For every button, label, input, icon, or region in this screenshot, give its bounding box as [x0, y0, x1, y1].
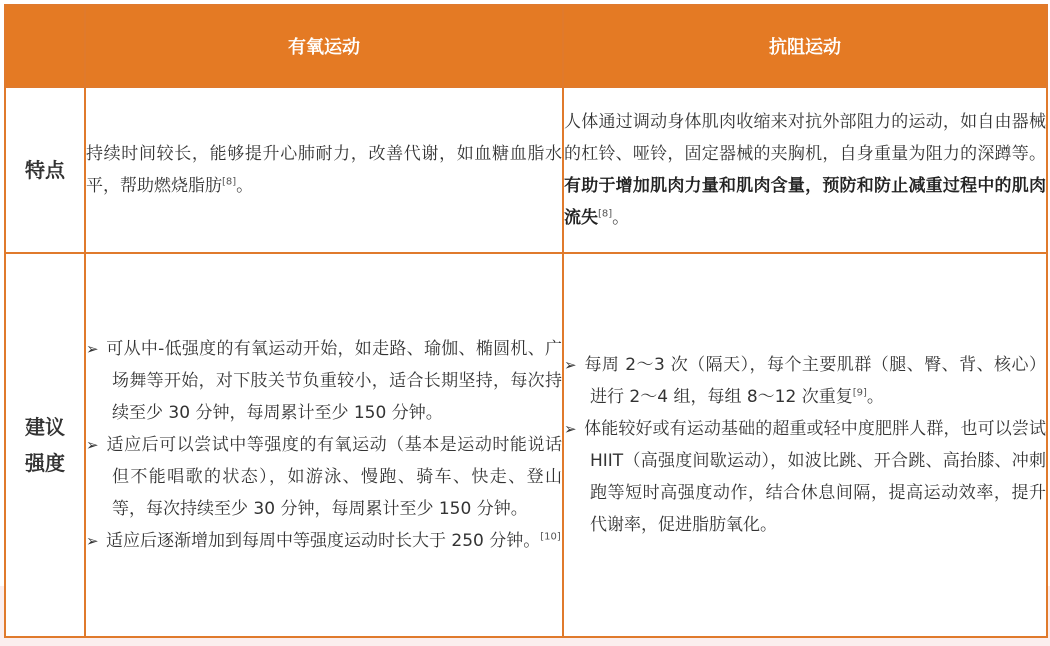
- arrow-bullet-icon: ➢: [564, 356, 577, 374]
- list-item: [564, 413, 1046, 541]
- arrow-bullet-icon: ➢: [86, 532, 99, 550]
- list-item: [86, 429, 562, 525]
- header-aerobic: 有氧运动: [85, 5, 563, 87]
- header-resistance: 抗阻运动: [563, 5, 1047, 87]
- citation-ref: [10]: [540, 531, 561, 543]
- list-item-end: 。: [866, 387, 884, 407]
- row-label-feature: 特点: [5, 87, 85, 253]
- row-label-intensity-line2: 强度: [25, 451, 65, 475]
- header-corner-cell: [5, 5, 85, 87]
- cell-resistance-feature: [563, 87, 1047, 253]
- citation-ref: [8]: [598, 208, 613, 220]
- cell-aerobic-intensity: [85, 253, 563, 637]
- row-label-intensity: [5, 253, 85, 637]
- cell-resistance-intensity: [563, 253, 1047, 637]
- citation-ref: [9]: [852, 387, 867, 399]
- table-row-feature: [5, 87, 1047, 253]
- list-item: [564, 349, 1046, 413]
- list-item-text: 每周 2～3 次（隔天），每个主要肌群（腿、臀、背、核心）进行 2～4 组，每组 8～12 次重复: [584, 355, 1046, 407]
- row-label-intensity-line1: 建议: [25, 415, 65, 439]
- list-item-text: 体能较好或有运动基础的超重或轻中度肥胖人群，也可以尝试 HIIT（高强度间歇运动），如波比跳、开合跳、高抬膝、冲刺跑等短时高强度动作，结合休息间隔，提高运动效率，提升代谢率，促进脂肪氧化。: [584, 419, 1046, 535]
- resistance-feature-end: 。: [612, 208, 630, 228]
- table-row-intensity: [5, 253, 1047, 637]
- cell-aerobic-feature: [85, 87, 563, 253]
- arrow-bullet-icon: ➢: [86, 340, 99, 358]
- list-item: [86, 333, 562, 429]
- arrow-bullet-icon: ➢: [86, 436, 99, 454]
- exercise-comparison-table: [4, 4, 1048, 638]
- list-item-text: 适应后逐渐增加到每周中等强度运动时长大于 250 分钟。: [106, 531, 541, 551]
- arrow-bullet-icon: ➢: [564, 420, 577, 438]
- list-item: [86, 525, 562, 557]
- aerobic-feature-end: 。: [236, 176, 254, 196]
- aerobic-feature-text: 持续时间较长，能够提升心肺耐力，改善代谢，如血糖血脂水平，帮助燃烧脂肪: [86, 144, 562, 196]
- resistance-feature-highlight: 有助于增加肌肉力量和肌肉含量，预防和防止减重过程中的肌肉流失: [564, 176, 1046, 228]
- resistance-feature-text: 人体通过调动身体肌肉收缩来对抗外部阻力的运动，如自由器械的杠铃、哑铃，固定器械的夹胸机，自身重量为阻力的深蹲等。: [564, 112, 1046, 164]
- table-header-row: [5, 5, 1047, 87]
- list-item-text: 可从中-低强度的有氧运动开始，如走路、瑜伽、椭圆机、广场舞等开始，对下肢关节负重较小，适合长期坚持，每次持续至少 30 分钟，每周累计至少 150 分钟。: [106, 339, 562, 423]
- list-item-text: 适应后可以尝试中等强度的有氧运动（基本是运动时能说话但不能唱歌的状态），如游泳、慢跑、骑车、快走、登山等，每次持续至少 30 分钟，每周累计至少 150 分钟。: [106, 435, 562, 519]
- citation-ref: [8]: [222, 176, 237, 188]
